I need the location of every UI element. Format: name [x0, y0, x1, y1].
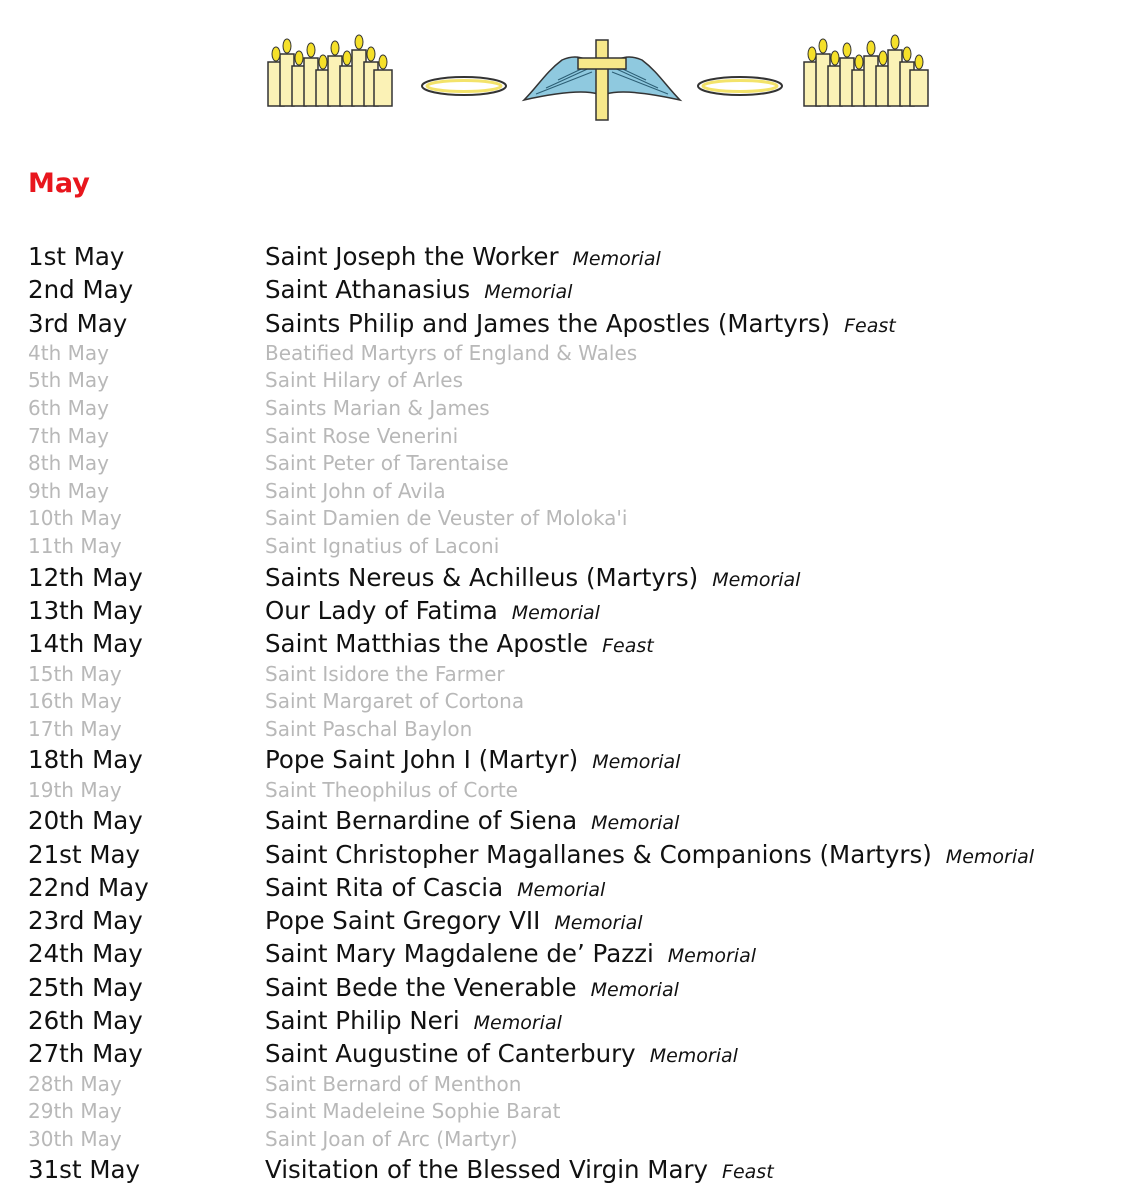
saint-name: Saint Bernard of Menthon [265, 1071, 522, 1096]
list-item [0, 367, 1122, 395]
feast-date: 6th May [28, 396, 109, 421]
saint-name: Saints Marian & James [265, 396, 490, 421]
winged-cross-icon [524, 40, 680, 120]
month-title: May [28, 168, 90, 199]
liturgical-rank: Memorial [590, 978, 679, 1001]
saint-name: Saint Rita of Cascia [265, 872, 504, 902]
saint-name: Saint Madeleine Sophie Barat [265, 1099, 561, 1124]
feast-date: 20th May [28, 806, 143, 836]
list-item [0, 594, 1122, 627]
saint-name-cell [265, 688, 524, 715]
feast-date: 10th May [28, 506, 122, 531]
liturgical-rank: Memorial [572, 248, 661, 270]
saint-name: Saint Peter of Tarentaise [265, 451, 509, 476]
feast-date: 17th May [28, 716, 122, 741]
saint-name: Saint Matthias the Apostle [265, 629, 589, 659]
feast-date: 5th May [28, 368, 109, 393]
liturgical-rank: Feast [844, 314, 896, 337]
header-banner [262, 32, 942, 124]
feast-date: 4th May [28, 340, 109, 365]
saint-name: Saints Nereus & Achilleus (Martyrs) [265, 562, 699, 592]
saint-name: Saint Mary Magdalene de’ Pazzi [265, 939, 654, 969]
list-item [0, 688, 1122, 716]
saint-name-cell [265, 1004, 562, 1040]
saint-name: Saint Bede the Venerable [265, 972, 577, 1002]
saint-name: Saint Ignatius of Laconi [265, 534, 500, 559]
saint-name-cell [265, 838, 1034, 874]
list-item [0, 838, 1122, 871]
saint-name: Beatified Martyrs of England & Wales [265, 340, 638, 365]
liturgical-rank: Memorial [667, 945, 756, 968]
saint-name-cell [265, 1153, 774, 1189]
feast-date: 9th May [28, 478, 109, 503]
liturgical-rank: Memorial [591, 812, 680, 835]
saint-name-cell [265, 937, 756, 973]
saint-name-cell [265, 716, 472, 743]
feast-date: 7th May [28, 423, 109, 448]
saint-name: Saint Philip Neri [265, 1005, 460, 1035]
liturgical-rank: Memorial [484, 281, 573, 304]
feast-date: 15th May [28, 661, 122, 686]
saint-name-cell [265, 1071, 521, 1098]
feast-day-list [0, 240, 1122, 1187]
list-item [0, 395, 1122, 423]
list-item [0, 505, 1122, 533]
list-item [0, 240, 1122, 273]
saint-name: Pope Saint John I (Martyr) [265, 745, 579, 775]
saint-name: Our Lady of Fatima [265, 595, 498, 625]
saint-name: Saint Bernardine of Siena [265, 806, 578, 836]
liturgical-rank: Memorial [517, 878, 606, 901]
feast-date: 23rd May [28, 906, 143, 936]
list-item [0, 1126, 1122, 1154]
feast-date: 27th May [28, 1039, 143, 1069]
list-item [0, 1153, 1122, 1186]
saint-name-cell [265, 561, 800, 597]
saint-name: Saint Joseph the Worker [265, 242, 559, 271]
list-item [0, 561, 1122, 594]
list-item [0, 340, 1122, 368]
list-item [0, 423, 1122, 451]
list-item [0, 1037, 1122, 1070]
list-item [0, 1098, 1122, 1126]
feast-date: 2nd May [28, 275, 134, 305]
saint-name: Saint Paschal Baylon [265, 716, 473, 741]
saint-name-cell [265, 307, 896, 343]
saint-name: Saint Joan of Arc (Martyr) [265, 1126, 518, 1151]
saint-name-cell [265, 971, 679, 1007]
list-item [0, 627, 1122, 660]
saint-name-cell [265, 395, 490, 422]
saint-name-cell [265, 594, 600, 630]
list-item [0, 450, 1122, 478]
candles-icon [268, 35, 392, 106]
feast-date: 1st May [28, 242, 125, 271]
saint-name-cell [265, 777, 518, 804]
list-item [0, 1071, 1122, 1099]
feast-date: 13th May [28, 595, 143, 625]
liturgical-rank: Memorial [473, 1011, 562, 1034]
feast-date: 8th May [28, 451, 109, 476]
feast-date: 22nd May [28, 872, 149, 902]
saint-name-cell [265, 1037, 738, 1073]
feast-date: 11th May [28, 534, 122, 559]
list-item [0, 904, 1122, 937]
saint-name-cell [265, 340, 637, 367]
feast-date: 14th May [28, 629, 143, 659]
feast-date: 3rd May [28, 308, 128, 338]
feast-date: 21st May [28, 839, 140, 869]
saint-name: Saint Augustine of Canterbury [265, 1039, 636, 1069]
saint-name-cell [265, 871, 605, 907]
feast-date: 12th May [28, 562, 143, 592]
saint-name: Saint Christopher Magallanes & Companions (Martyrs) [265, 839, 932, 869]
list-item [0, 971, 1122, 1004]
saint-name: Saint Athanasius [265, 275, 471, 305]
saint-name-cell [265, 533, 499, 560]
list-item [0, 661, 1122, 689]
feast-date: 24th May [28, 939, 143, 969]
liturgical-rank: Memorial [649, 1045, 738, 1068]
list-item [0, 743, 1122, 776]
candles-icon [804, 35, 928, 106]
saint-name-cell [265, 627, 654, 663]
feast-date: 19th May [28, 777, 122, 802]
saint-name-cell [265, 423, 458, 450]
saint-name: Saint Theophilus of Corte [265, 777, 518, 802]
feast-date: 30th May [28, 1126, 122, 1151]
list-item [0, 871, 1122, 904]
liturgical-rank: Feast [722, 1161, 774, 1184]
feast-date: 28th May [28, 1071, 122, 1096]
list-item [0, 273, 1122, 306]
saint-name-cell [265, 505, 628, 532]
list-item [0, 777, 1122, 805]
halo-icon [422, 77, 506, 95]
feast-date: 16th May [28, 689, 122, 714]
saint-name: Saints Philip and James the Apostles (Martyrs) [265, 308, 831, 338]
feast-date: 25th May [28, 972, 143, 1002]
saint-name-cell [265, 273, 572, 309]
halo-icon [698, 77, 782, 95]
saint-name-cell [265, 450, 509, 477]
saint-name: Saint Isidore the Farmer [265, 661, 505, 686]
list-item [0, 478, 1122, 506]
saint-name-cell [265, 1098, 560, 1125]
liturgical-rank: Memorial [554, 912, 643, 935]
list-item [0, 804, 1122, 837]
liturgical-rank: Memorial [592, 751, 681, 774]
saint-name-cell [265, 904, 643, 940]
saint-name: Saint Damien de Veuster of Moloka'i [265, 506, 628, 531]
liturgical-rank: Memorial [511, 601, 600, 624]
saint-name: Visitation of the Blessed Virgin Mary [265, 1155, 709, 1185]
liturgical-rank: Feast [602, 635, 654, 658]
saint-name-cell [265, 661, 505, 688]
list-item [0, 1004, 1122, 1037]
saint-name: Saint Hilary of Arles [265, 368, 464, 393]
saint-name-cell [265, 240, 661, 276]
saint-name: Saint Rose Venerini [265, 423, 459, 448]
feast-date: 31st May [28, 1155, 140, 1185]
liturgical-rank: Memorial [945, 845, 1035, 868]
saint-name-cell [265, 367, 463, 394]
saint-name-cell [265, 478, 446, 505]
feast-date: 29th May [28, 1099, 122, 1124]
saint-name-cell [265, 743, 680, 779]
saint-name: Saint John of Avila [265, 478, 446, 503]
saint-name: Saint Margaret of Cortona [265, 689, 525, 714]
feast-date: 26th May [28, 1005, 143, 1035]
list-item [0, 307, 1122, 340]
list-item [0, 937, 1122, 970]
feast-date: 18th May [28, 745, 143, 775]
list-item [0, 533, 1122, 561]
saint-name: Pope Saint Gregory VII [265, 906, 541, 936]
saint-name-cell [265, 804, 679, 840]
saint-name-cell [265, 1126, 518, 1153]
list-item [0, 716, 1122, 744]
liturgical-rank: Memorial [712, 568, 801, 591]
